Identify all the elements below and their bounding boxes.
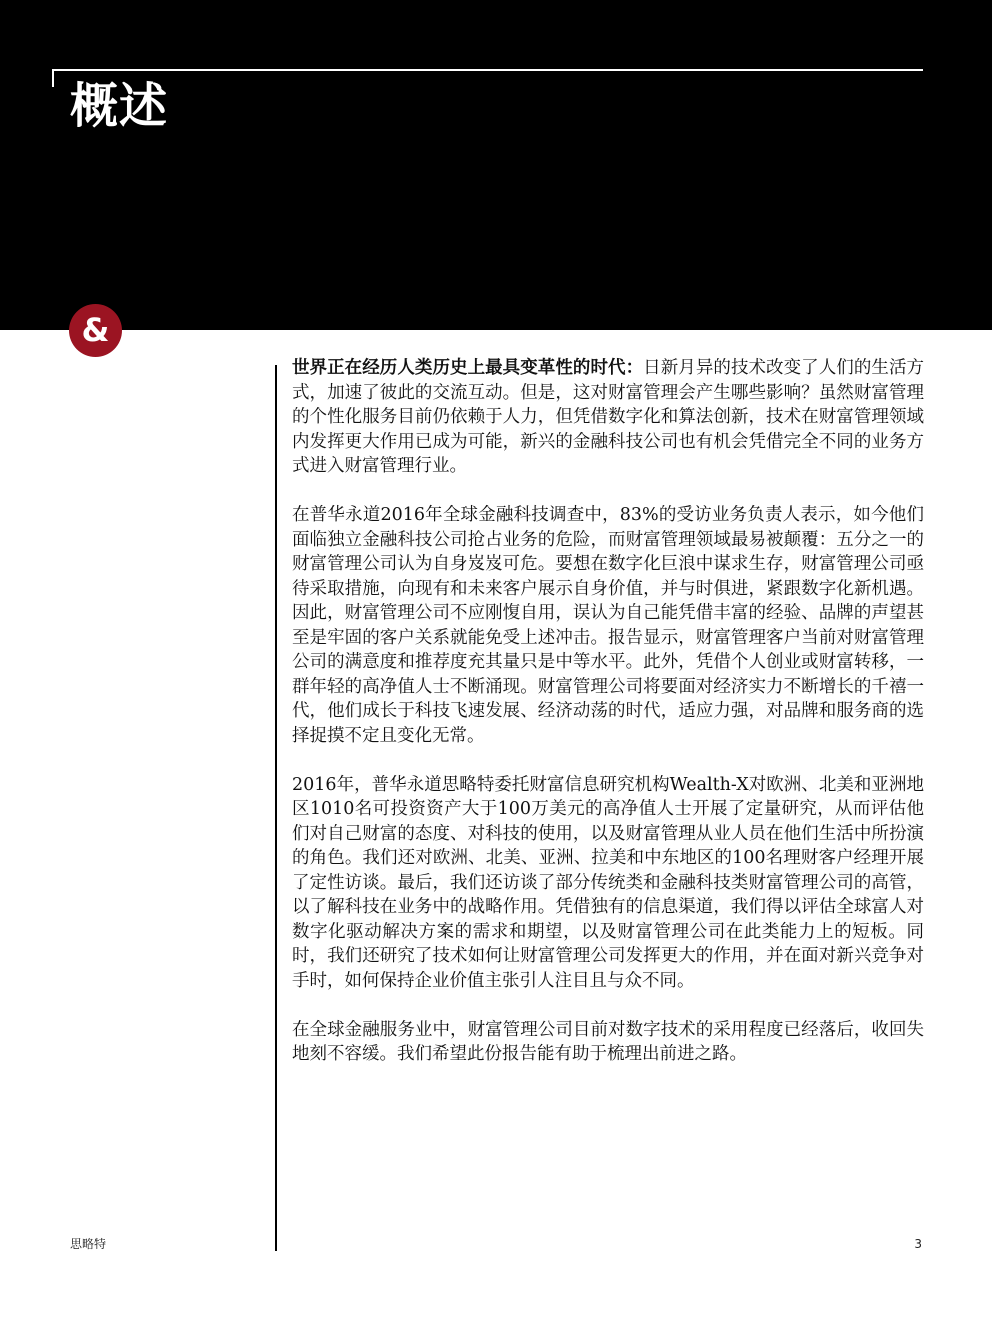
header-rule-corner (52, 69, 54, 87)
paragraph-intro (292, 356, 924, 479)
page-title: 概述 (70, 78, 169, 134)
ampersand-badge-icon: & (69, 304, 122, 357)
paragraph-conclusion: 在全球金融服务业中，财富管理公司目前对数字技术的采用程度已经落后，收回失地刻不容缓。我们希望此份报告能有助于梳理出前进之路。 (292, 1019, 924, 1064)
paragraph-intro-text: 日新月异的技术改变了人们的生活方式，加速了彼此的交流互动。但是，这对财富管理会产生哪些影响？虽然财富管理的个性化服务目前仍依赖于人力，但凭借数字化和算法创新，技术在财富管理领域内发挥更大作用已成为可能，新兴的金融科技公司也有机会凭借完全不同的业务方式进入财富管理行业。 (292, 358, 925, 476)
paragraph-survey: 在普华永道2016年全球金融科技调查中，83%的受访业务负责人表示，如今他们面临独立金融科技公司抢占业务的危险，而财富管理领域最易被颠覆：五分之一的财富管理公司认为自身岌岌可危。要想在数字化巨浪中谋求生存，财富管理公司亟待采取措施，向现有和未来客户展示自身价值，并与时俱进，紧跟数字化新机遇。因此，财富管理公司不应刚愎自用，误认为自己能凭借丰富的经验、品牌的声望甚至是牢固的客户关系就能免受上述冲击。报告显示，财富管理客户当前对财富管理公司的满意度和推荐度充其量只是中等水平。此外，凭借个人创业或财富转移，一群年轻的高净值人士不断涌现。财富管理公司将要面对经济实力不断增长的千禧一代，他们成长于科技飞速发展、经济动荡的时代，适应力强，对品牌和服务商的选择捉摸不定且变化无常。 (292, 505, 924, 746)
column-divider (275, 365, 277, 1251)
page-number: 3 (914, 1237, 922, 1251)
footer-brand: 思略特 (70, 1237, 107, 1251)
paragraph-research: 2016年，普华永道思略特委托财富信息研究机构Wealth-X对欧洲、北美和亚洲地区1010名可投资资产大于100万美元的高净值人士开展了定量研究，从而评估他们对自己财富的态度、对科技的使用，以及财富管理从业人员在他们生活中所扮演的角色。我们还对欧洲、北美、亚洲、拉美和中东地区的100名理财客户经理开展了定性访谈。最后，我们还访谈了部分传统类和金融科技类财富管理公司的高管，以了解科技在业务中的战略作用。凭借独有的信息渠道，我们得以评估全球富人对数字化驱动解决方案的需求和期望，以及财富管理公司在此类能力上的短板。同时，我们还研究了技术如何让财富管理公司发挥更大的作用，并在面对新兴竞争对手时，如何保持企业价值主张引人注目且与众不同。 (292, 774, 924, 991)
article-body (292, 356, 924, 1091)
header-rule (52, 69, 923, 71)
paragraph-lead: 世界正在经历人类历史上最具变革性的时代： (292, 358, 644, 378)
header-band (0, 0, 992, 330)
